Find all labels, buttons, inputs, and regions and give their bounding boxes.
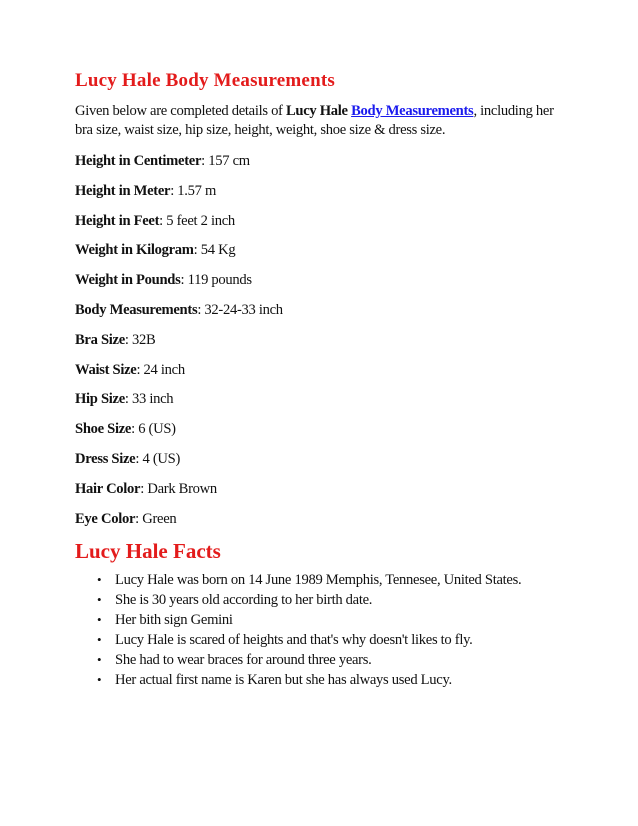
list-item [97,591,555,609]
intro-name: Lucy Hale [285,103,348,119]
measurement-value: : 33 inch [124,391,174,408]
bullet-icon: • [97,612,102,628]
measurement-label: Height in Feet [75,212,160,229]
measurement-label: Dress Size [75,450,136,467]
document-page [75,70,555,691]
list-item [97,671,555,689]
measurement-label: Height in Meter [75,182,171,199]
measurement-row [75,480,555,499]
measurement-value: : 54 Kg [193,242,236,259]
bullet-icon: • [97,592,102,608]
fact-text: Her bith sign Gemini [115,612,233,629]
measurement-value: : 4 (US) [135,450,180,467]
measurement-row [75,420,555,439]
body-measurements-link[interactable]: Body Measurements [351,103,474,119]
bullet-icon: • [97,672,102,688]
page-title: Lucy Hale Body Measurements [75,70,335,91]
measurement-value: : Green [135,510,177,527]
measurement-row [75,301,555,320]
measurement-label: Waist Size [75,361,137,378]
fact-text: Her actual first name is Karen but she has always used Lucy. [115,672,452,689]
fact-text: She had to wear braces for around three years. [115,652,372,669]
facts-list [75,571,555,689]
fact-text: Lucy Hale is scared of heights and that's why doesn't likes to fly. [115,632,473,649]
measurement-value: : 6 (US) [131,421,176,438]
bullet-icon: • [97,652,102,668]
intro-text-start: Given below are completed details of [75,103,286,119]
measurement-value: : 157 cm [201,153,250,169]
measurement-row [75,390,555,409]
intro-text-end: , including her bra size, waist size, hip size, height, weight, shoe size & dress size. [75,103,554,138]
measurement-label: Weight in Kilogram [75,242,194,259]
measurement-label: Body Measurements [75,301,198,318]
measurement-value: : 5 feet 2 inch [159,212,235,229]
measurement-row [75,241,555,260]
measurement-row [75,331,555,350]
measurement-row [75,510,555,529]
list-item [97,631,555,649]
measurement-value: : 119 pounds [180,272,252,289]
measurement-label: Shoe Size [75,421,132,438]
measurement-label: Weight in Pounds [75,272,181,289]
list-item [97,611,555,629]
measurement-value: : 1.57 m [170,182,217,199]
measurement-label: Height in Centimeter [75,153,202,169]
fact-text: She is 30 years old according to her birth date. [115,592,373,609]
measurement-row [75,271,555,290]
measurement-label: Bra Size [75,331,125,348]
bullet-icon: • [97,572,102,588]
measurement-label: Hip Size [75,391,125,408]
measurement-label: Eye Color [75,510,136,527]
measurement-value: : Dark Brown [140,480,217,497]
measurement-row [75,450,555,469]
facts-heading: Lucy Hale Facts [75,539,221,564]
list-item [97,651,555,669]
intro-paragraph [75,102,555,140]
bullet-icon: • [97,632,102,648]
measurement-value: : 32B [124,331,156,348]
measurement-row [75,212,555,231]
measurement-row [75,182,555,201]
list-item [97,571,555,589]
measurement-row [75,152,555,171]
measurement-value: : 32-24-33 inch [197,301,283,318]
measurement-row [75,361,555,380]
fact-text: Lucy Hale was born on 14 June 1989 Memphis, Tennesee, United States. [115,572,522,589]
measurement-value: : 24 inch [136,361,185,378]
measurements-list [75,152,555,529]
measurement-label: Hair Color [75,480,141,497]
